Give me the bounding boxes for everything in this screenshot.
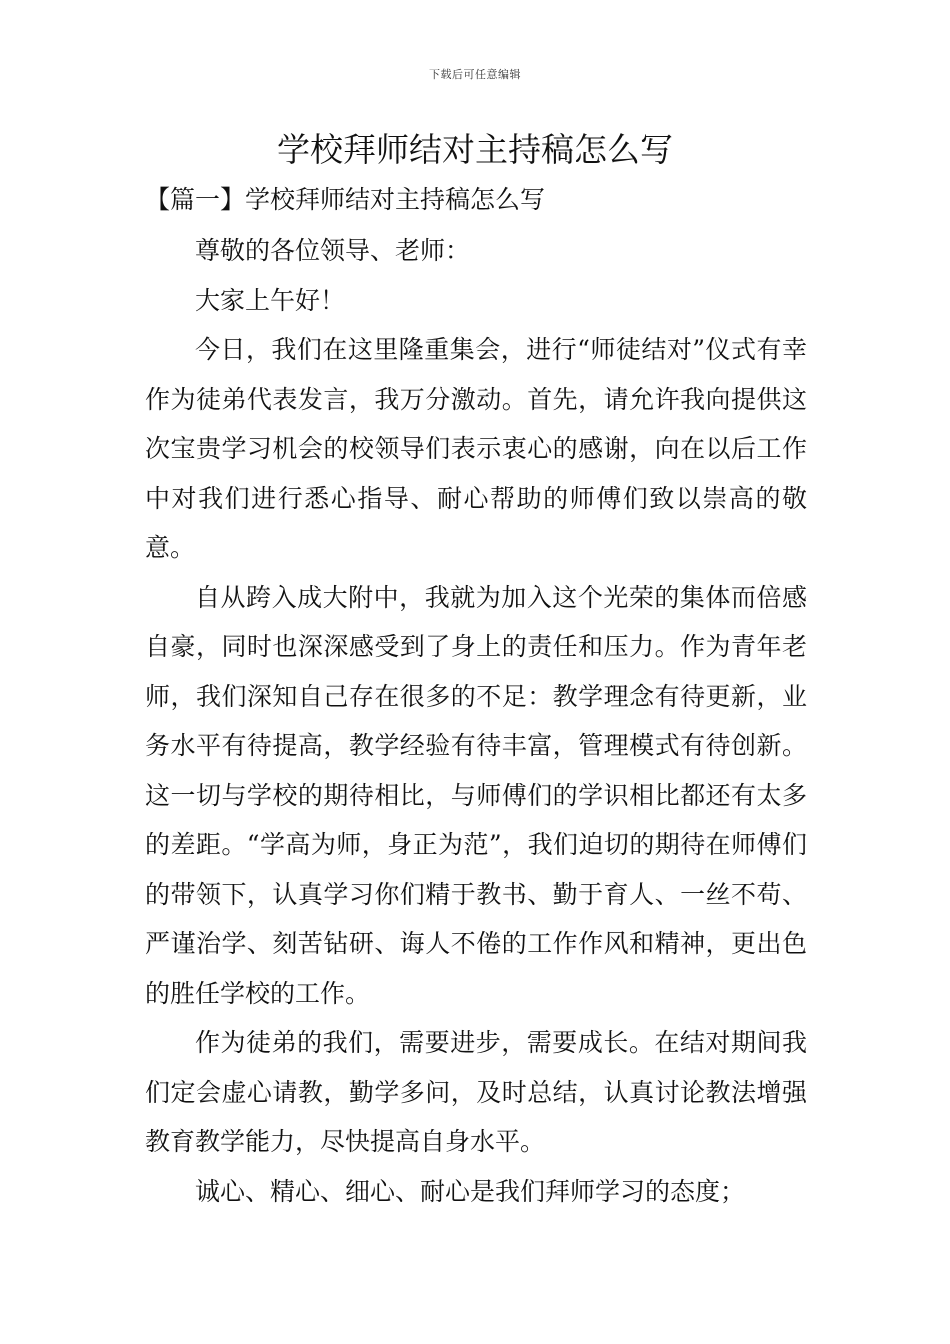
header-note: 下载后可任意编辑 [429,68,521,81]
greeting-paragraph: 大家上午好！ [195,285,346,315]
section-heading: 【篇一】学校拜师结对主持稿怎么写 [145,185,546,214]
body-paragraph: 今日，我们在这里隆重集会，进行“师徒结对”仪式有幸作为徒弟代表发言，我万分激动。首先，请允许我向提供这次宝贵学习机会的校领导们表示衷心的感谢，向在以后工作中对我们进行悉心指导、耐心帮助的师傅们致以崇高的敬意。 [145,335,807,562]
document-title: 学校拜师结对主持稿怎么写 [277,130,673,169]
body-paragraph: 诚心、精心、细心、耐心是我们拜师学习的态度； [195,1176,746,1206]
body-paragraph: 作为徒弟的我们，需要进步，需要成长。在结对期间我们定会虚心请教，勤学多问，及时总结，认真讨论教法增强教育教学能力，尽快提高自身水平。 [145,1028,807,1156]
body-paragraph: 自从跨入成大附中，我就为加入这个光荣的集体而倍感自豪，同时也深深感受到了身上的责任和压力。作为青年老师，我们深知自己存在很多的不足：教学理念有待更新，业务水平有待提高，教学经验有待丰富，管理模式有待创新。这一切与学校的期待相比，与师傅们的学识相比都还有太多的差距。“学高为师，身正为范”，我们迫切的期待在师傅们的带领下，认真学习你们精于教书、勤于育人、一丝不苟、严谨治学、刻苦钻研、诲人不倦的工作作风和精神，更出色的胜任学校的工作。 [145,582,807,1008]
salutation-paragraph: 尊敬的各位领导、老师： [195,236,471,265]
document-body [145,226,807,1216]
